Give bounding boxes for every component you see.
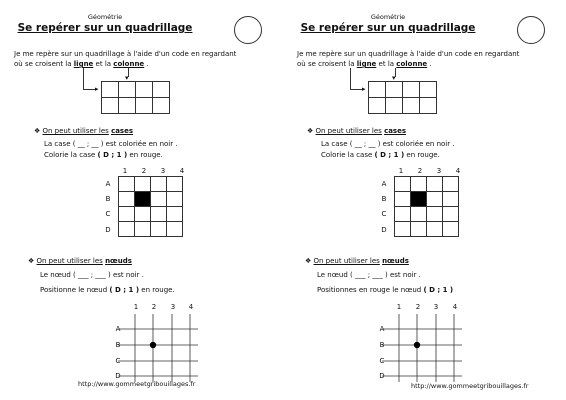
arrow-colonne-head: ▾ <box>392 74 396 82</box>
grade-circle <box>517 16 545 44</box>
arrow-ligne-vertical <box>83 68 84 89</box>
row-label: D <box>115 372 121 380</box>
grid-cell[interactable] <box>427 222 443 237</box>
noeuds-line-2: Positionnes en rouge le nœud ( D ; 1 ) <box>317 286 454 294</box>
noeuds-line-1: Le nœud ( ___ ; ___ ) est noir . <box>40 271 144 279</box>
intro-grid <box>368 81 437 114</box>
grid-cell[interactable] <box>151 222 167 237</box>
grid-cell[interactable] <box>427 192 443 207</box>
grid-cell[interactable] <box>443 177 459 192</box>
col-label: 3 <box>160 167 166 175</box>
row-label: B <box>381 195 387 203</box>
grid-cell[interactable] <box>443 207 459 222</box>
row-label: B <box>379 341 385 349</box>
section-cases-title: ❖ On peut utiliser les cases <box>307 127 407 135</box>
grid-cell[interactable] <box>135 222 151 237</box>
arrow-ligne-vertical <box>350 68 351 89</box>
cases-line-1: La case ( __ ; __ ) est coloriée en noir . <box>321 140 455 148</box>
diamond-bullet-icon: ❖ <box>305 257 312 265</box>
grid-cell[interactable] <box>427 177 443 192</box>
row-label: A <box>381 180 387 188</box>
node-dot <box>150 342 156 348</box>
noeuds-grid <box>118 314 198 384</box>
col-label: 2 <box>141 167 147 175</box>
grid-cell[interactable] <box>119 192 135 207</box>
cases-line-2: Colorie la case ( D ; 1 ) en rouge. <box>44 151 163 159</box>
grid-cell[interactable] <box>411 222 427 237</box>
worksheet-right <box>283 0 566 400</box>
footer-url[interactable]: http://www.gommeetgribouillages.fr <box>78 380 196 388</box>
grid-cell[interactable] <box>167 177 183 192</box>
row-label: A <box>379 325 385 333</box>
row-label: D <box>381 226 387 234</box>
word-colonne: colonne <box>396 60 428 68</box>
grid-cell[interactable] <box>151 207 167 222</box>
noeuds-line-2: Positionne le nœud ( D ; 1 ) en rouge. <box>40 286 175 294</box>
intro-line-2: où se croisent la ligne et la colonne . <box>297 60 432 68</box>
row-label: A <box>105 180 111 188</box>
word-colonne: colonne <box>113 60 145 68</box>
word-ligne: ligne <box>356 60 377 68</box>
col-label: 4 <box>179 167 185 175</box>
arrow-ligne-head: ▸ <box>362 85 366 93</box>
diamond-bullet-icon: ❖ <box>34 127 41 135</box>
grid-cell[interactable] <box>167 192 183 207</box>
col-label: 2 <box>417 167 423 175</box>
grid-cell[interactable] <box>135 207 151 222</box>
footer-url[interactable]: http://www.gommeetgribouillages.fr <box>411 382 529 390</box>
col-label: 2 <box>415 303 421 311</box>
cases-line-2: Colorie la case ( D ; 1 ) en rouge. <box>321 151 440 159</box>
noeuds-grid <box>382 314 462 384</box>
grade-circle <box>234 16 262 44</box>
grid-cell[interactable] <box>395 177 411 192</box>
grid-cell[interactable] <box>395 222 411 237</box>
grid-cell[interactable] <box>427 207 443 222</box>
grid-cell[interactable] <box>395 207 411 222</box>
worksheet-title: Se repérer sur un quadrillage <box>17 22 193 34</box>
grid-cell[interactable] <box>151 192 167 207</box>
grid-cell[interactable] <box>395 192 411 207</box>
row-label: C <box>379 357 385 365</box>
grid-cell-filled[interactable] <box>411 192 427 207</box>
row-label: B <box>105 195 111 203</box>
col-label: 3 <box>170 303 176 311</box>
intro-grid <box>101 81 170 114</box>
section-noeuds-title: ❖ On peut utiliser les nœuds <box>305 257 409 265</box>
word-ligne: ligne <box>73 60 94 68</box>
grid-cell[interactable] <box>167 207 183 222</box>
grid-cell[interactable] <box>443 192 459 207</box>
subject-label: Géométrie <box>87 13 123 21</box>
row-label: B <box>115 341 121 349</box>
row-label: C <box>105 210 111 218</box>
grid-cell[interactable] <box>411 177 427 192</box>
cases-grid <box>394 176 459 237</box>
grid-cell[interactable] <box>151 177 167 192</box>
col-label: 1 <box>133 303 139 311</box>
row-label: C <box>381 210 387 218</box>
col-label: 3 <box>436 167 442 175</box>
intro-line-1: Je me repère sur un quadrillage à l'aide d'un code en regardant <box>297 50 520 58</box>
subject-label: Géométrie <box>370 13 406 21</box>
grid-cell[interactable] <box>119 207 135 222</box>
grid-cell[interactable] <box>443 222 459 237</box>
row-label: C <box>115 357 121 365</box>
col-label: 3 <box>433 303 439 311</box>
section-cases-title: ❖ On peut utiliser les cases <box>34 127 134 135</box>
col-label: 1 <box>398 167 404 175</box>
worksheet-title: Se repérer sur un quadrillage <box>300 22 476 34</box>
row-label: A <box>115 325 121 333</box>
section-noeuds-title: ❖ On peut utiliser les nœuds <box>28 257 132 265</box>
arrow-colonne-head: ▾ <box>125 74 129 82</box>
intro-line-2: où se croisent la ligne et la colonne . <box>14 60 149 68</box>
node-dot <box>414 342 420 348</box>
cases-line-1: La case ( __ ; __ ) est coloriée en noir . <box>44 140 178 148</box>
col-label: 4 <box>455 167 461 175</box>
grid-cell[interactable] <box>119 177 135 192</box>
col-label: 1 <box>122 167 128 175</box>
cases-grid <box>118 176 183 237</box>
row-label: D <box>379 372 385 380</box>
grid-cell[interactable] <box>119 222 135 237</box>
grid-cell[interactable] <box>167 222 183 237</box>
row-label: D <box>105 226 111 234</box>
intro-line-1: Je me repère sur un quadrillage à l'aide d'un code en regardant <box>14 50 237 58</box>
noeuds-line-1: Le nœud ( ___ ; ___ ) est noir . <box>317 271 421 279</box>
col-label: 4 <box>188 303 194 311</box>
grid-cell[interactable] <box>135 177 151 192</box>
grid-cell[interactable] <box>411 207 427 222</box>
diamond-bullet-icon: ❖ <box>28 257 35 265</box>
col-label: 4 <box>452 303 458 311</box>
grid-cell-filled[interactable] <box>135 192 151 207</box>
col-label: 2 <box>151 303 157 311</box>
diamond-bullet-icon: ❖ <box>307 127 314 135</box>
arrow-ligne-head: ▸ <box>95 85 99 93</box>
col-label: 1 <box>396 303 402 311</box>
